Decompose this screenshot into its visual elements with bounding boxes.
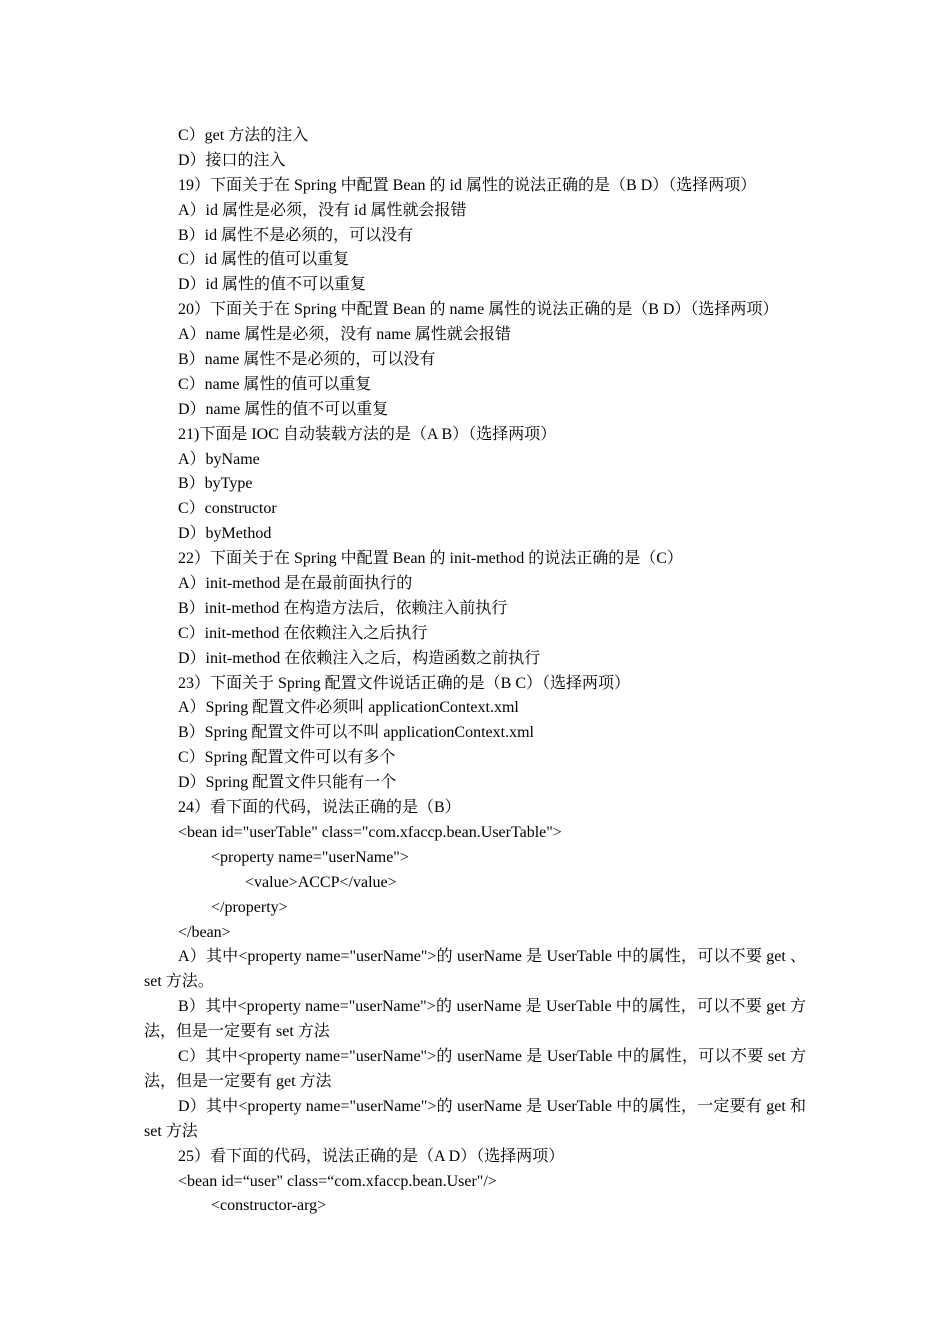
code-line: </bean>	[178, 923, 231, 941]
question-24: 24）看下面的代码，说法正确的是（B）	[178, 799, 461, 817]
option-b: B）其中<property name="userName">的 userName 是 UserTable 中的属性，可以不要 get 方法，但是一定要有 set 方法	[144, 998, 806, 1041]
code-line: <bean id=“user" class=“com.xfaccp.bean.User"/>	[178, 1172, 497, 1190]
option-c: C）id 属性的值可以重复	[178, 251, 350, 269]
question-23: 23）下面关于 Spring 配置文件说话正确的是（B C）（选择两项）	[178, 674, 631, 692]
option-b: B）Spring 配置文件可以不叫 applicationContext.xml	[178, 724, 534, 742]
option-d: D）init-method 在依赖注入之后，构造函数之前执行	[178, 649, 541, 667]
option-d: D）接口的注入	[178, 151, 286, 169]
question-25: 25）看下面的代码，说法正确的是（A D）（选择两项）	[178, 1147, 565, 1165]
question-20: 20）下面关于在 Spring 中配置 Bean 的 name 属性的说法正确的是（B D）（选择两项）	[178, 301, 779, 319]
option-a: A）byName	[178, 450, 260, 468]
option-a: A）Spring 配置文件必须叫 applicationContext.xml	[178, 699, 519, 717]
option-c: C）Spring 配置文件可以有多个	[178, 749, 396, 767]
option-c: C）其中<property name="userName">的 userName 是 UserTable 中的属性，可以不要 set 方法，但是一定要有 get 方法	[144, 1048, 806, 1090]
option-b: B）byType	[178, 475, 253, 493]
option-d: D）byMethod	[178, 525, 272, 543]
document-body	[144, 124, 806, 1219]
question-21: 21)下面是 IOC 自动装载方法的是（A B）（选择两项）	[178, 425, 557, 443]
option-a: A）其中<property name="userName">的 userName 是 UserTable 中的属性，可以不要 get 、set 方法。	[144, 948, 806, 991]
code-line: <bean id="userTable" class="com.xfaccp.bean.UserTable">	[178, 823, 562, 841]
option-a: A）id 属性是必须，没有 id 属性就会报错	[178, 201, 467, 219]
code-line: <value>ACCP</value>	[245, 873, 397, 891]
option-c: C）constructor	[178, 500, 277, 518]
option-a: A）name 属性是必须，没有 name 属性就会报错	[178, 326, 511, 344]
option-a: A）init-method 是在最前面执行的	[178, 575, 413, 593]
question-19: 19）下面关于在 Spring 中配置 Bean 的 id 属性的说法正确的是（B D）（选择两项）	[178, 176, 757, 194]
option-c: C）name 属性的值可以重复	[178, 375, 372, 393]
option-c: C）init-method 在依赖注入之后执行	[178, 624, 428, 642]
option-c: C）get 方法的注入	[178, 127, 309, 144]
option-b: B）id 属性不是必须的，可以没有	[178, 226, 414, 244]
option-d: D）name 属性的值不可以重复	[178, 400, 389, 418]
code-line: <constructor-arg>	[211, 1197, 327, 1215]
option-d: D）Spring 配置文件只能有一个	[178, 774, 397, 792]
code-line: </property>	[211, 898, 288, 916]
code-line: <property name="userName">	[211, 848, 409, 866]
option-b: B）init-method 在构造方法后，依赖注入前执行	[178, 599, 508, 617]
option-b: B）name 属性不是必须的，可以没有	[178, 351, 436, 369]
option-d: D）id 属性的值不可以重复	[178, 276, 367, 294]
question-22: 22）下面关于在 Spring 中配置 Bean 的 init-method 的说法正确的是（C）	[178, 550, 683, 568]
option-d: D）其中<property name="userName">的 userName 是 UserTable 中的属性，一定要有 get 和 set 方法	[144, 1097, 806, 1140]
